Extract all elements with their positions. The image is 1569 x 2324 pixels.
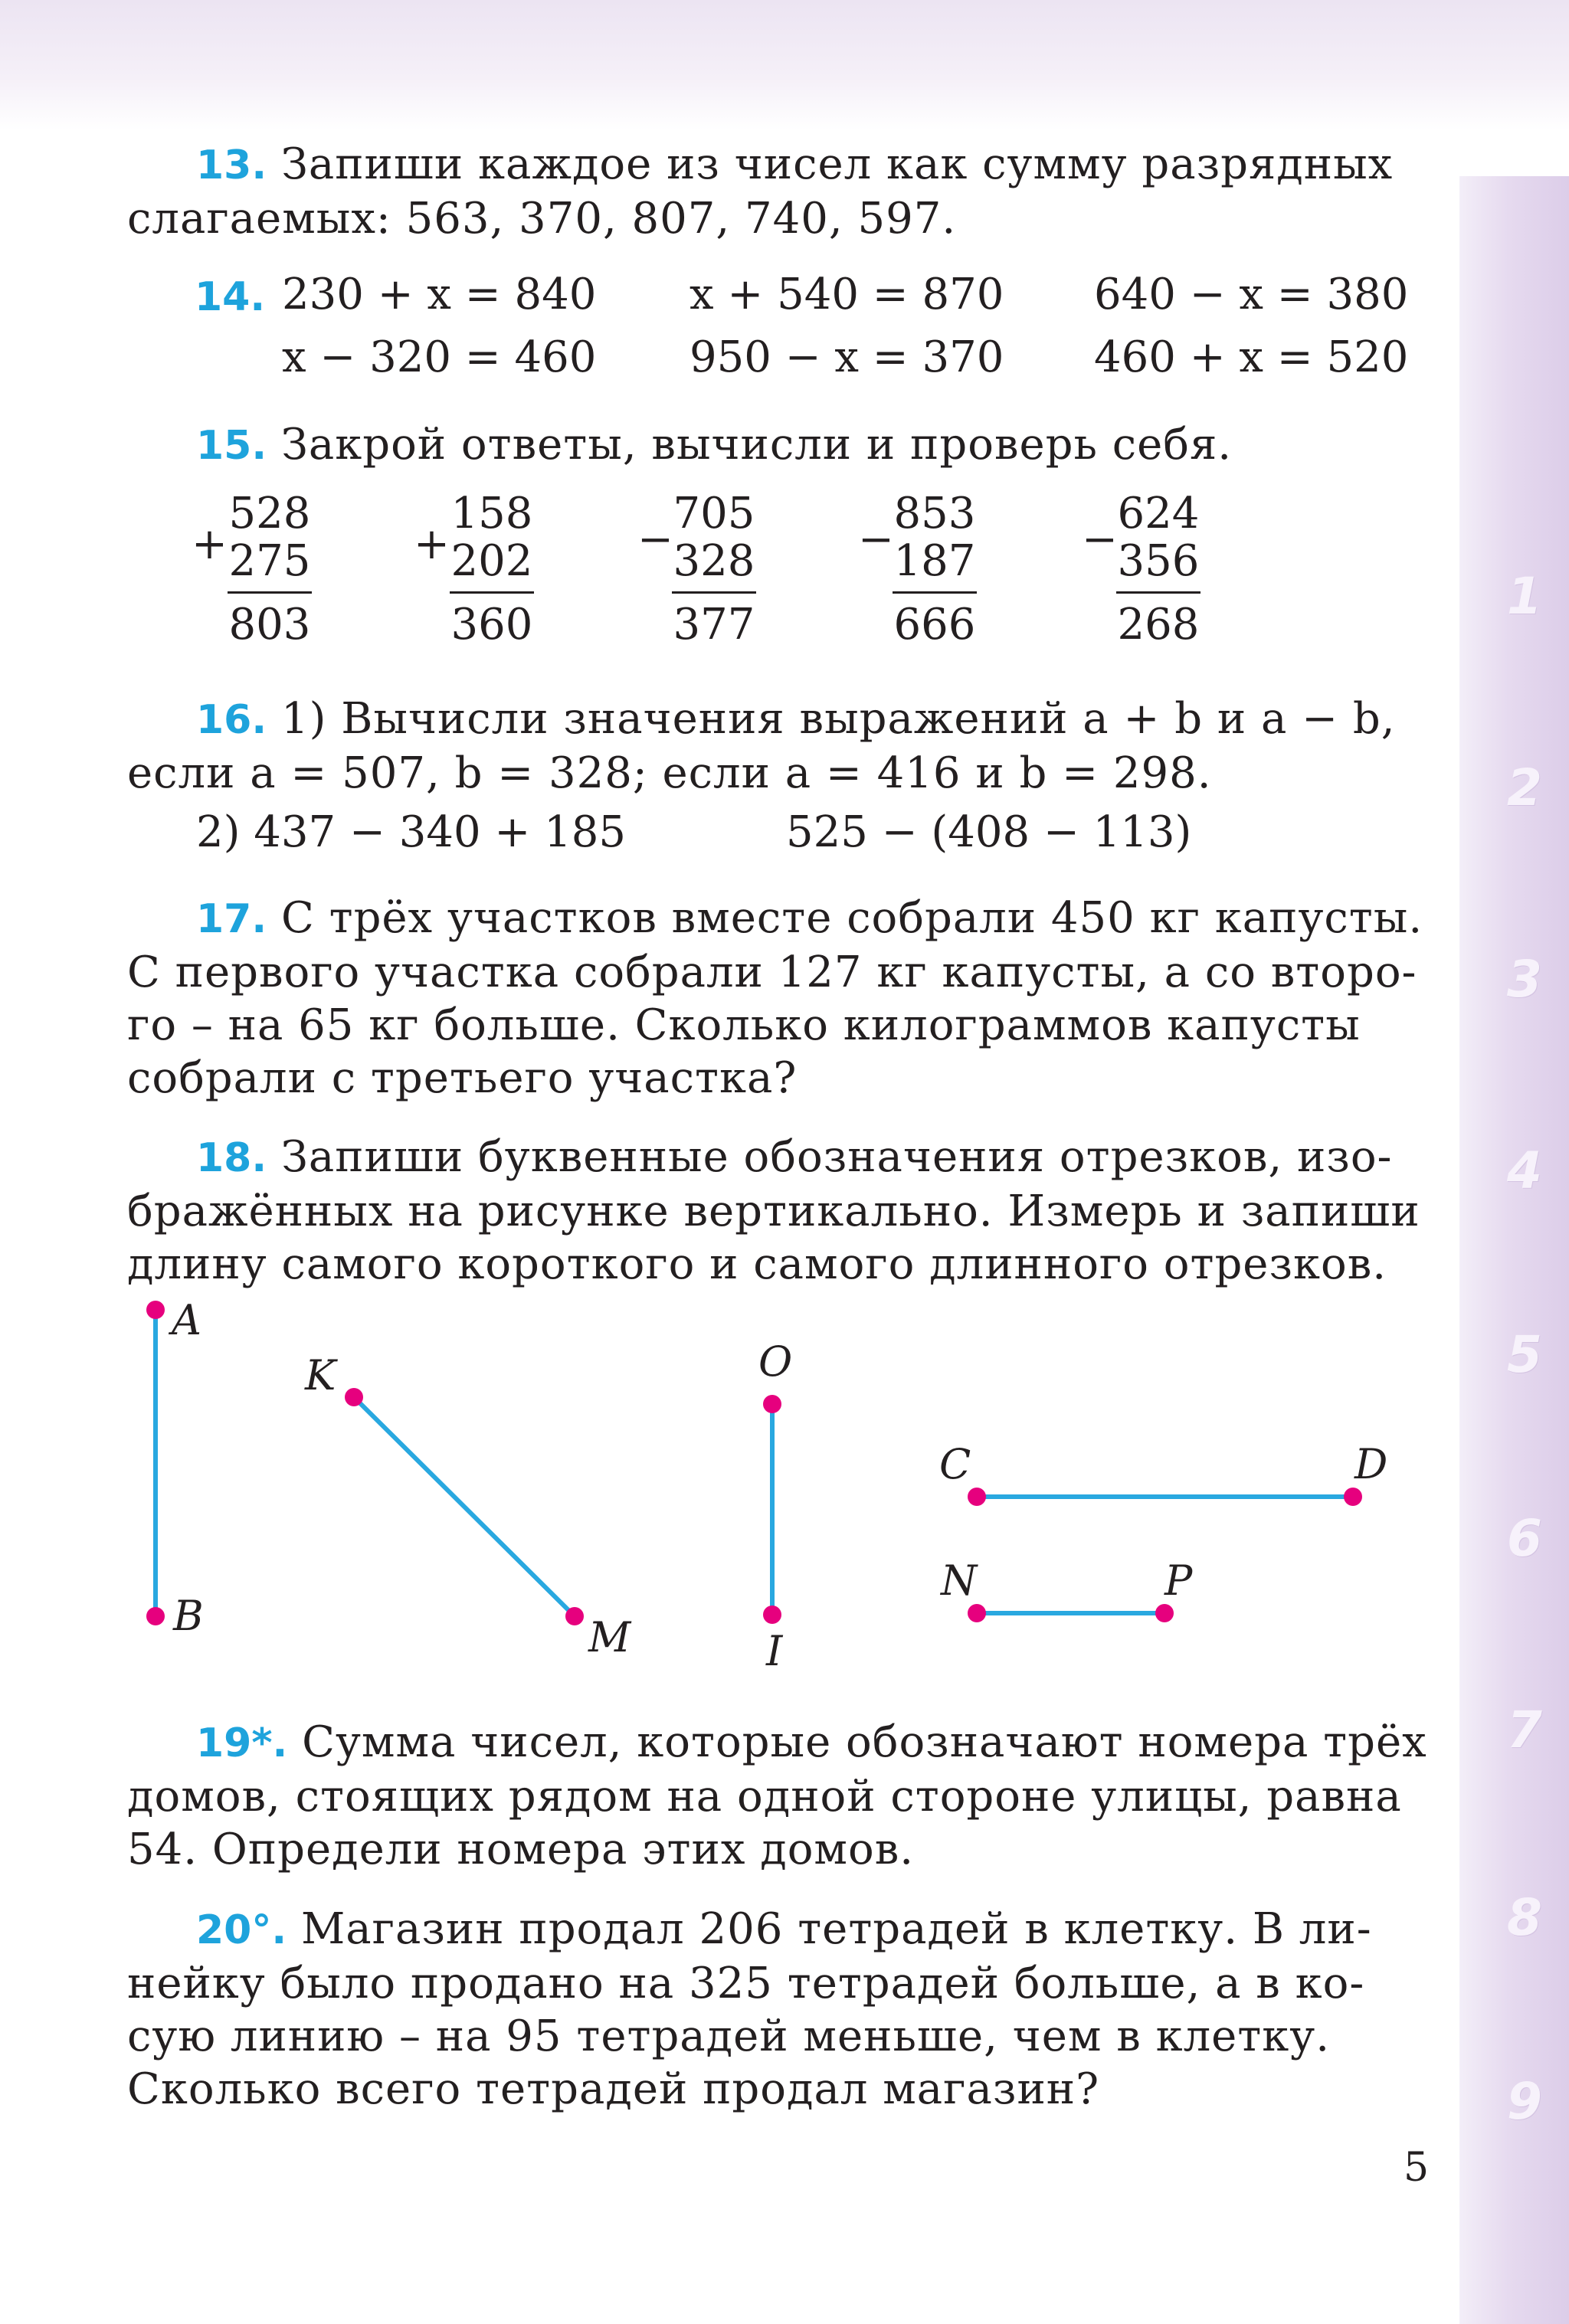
exercise-number: 13. [196, 142, 267, 188]
exercise-text: домов, стоящих рядом на одной стороне улицы, равна [127, 1772, 1402, 1822]
chapter-tab-3[interactable]: 3 [1507, 950, 1542, 1009]
chapter-tab-2[interactable]: 2 [1507, 758, 1542, 817]
exercise-text: го – на 65 кг больше. Сколько килограммов капусты [127, 1000, 1361, 1050]
chapter-tab-4[interactable]: 4 [1507, 1141, 1542, 1200]
equation: x + 540 = 870 [690, 270, 1004, 319]
equation: 950 − x = 370 [690, 332, 1004, 382]
column-calculation: 158 202 360 [446, 490, 538, 649]
chapter-tab-6[interactable]: 6 [1507, 1509, 1542, 1568]
answer[interactable]: 666 [893, 600, 976, 650]
exercise-number: 20°. [196, 1907, 287, 1953]
label-I: I [766, 1627, 783, 1675]
answer[interactable]: 268 [1117, 600, 1200, 650]
exercise-20 [127, 1903, 1433, 2116]
operator-sign: + [192, 519, 228, 569]
point-A [146, 1301, 165, 1319]
exercise-text: Магазин продал 206 тетрадей в клетку. В ли- [300, 1904, 1372, 1954]
operator-sign: − [1082, 515, 1118, 565]
exercise-number: 19*. [196, 1720, 288, 1766]
exercise-number: 16. [196, 697, 267, 743]
equation: 230 + x = 840 [282, 270, 597, 319]
operator-sign: − [858, 515, 894, 565]
point-I [763, 1606, 781, 1624]
exercise-text: если a = 507, b = 328; если a = 416 и b = 298. [127, 748, 1212, 798]
exercise-text: бражённых на рисунке вертикально. Измерь и запиши [127, 1187, 1420, 1236]
column-calculation: 705 328 377 [668, 490, 760, 649]
exercise-number: 18. [196, 1135, 267, 1181]
exercise-text: длину самого короткого и самого длинного отрезков. [127, 1239, 1387, 1289]
exercise-text: 54. Определи номера этих домов. [127, 1825, 915, 1874]
label-O: O [758, 1337, 793, 1386]
column-calculation: 853 187 666 [889, 490, 981, 649]
exercise-14-number: 14. [195, 274, 266, 320]
answer[interactable]: 803 [228, 600, 311, 650]
point-D [1344, 1488, 1362, 1506]
exercise-number: 15. [196, 423, 267, 469]
exercise-text: 1) Вычисли значения выражений a + b и a − b, [280, 694, 1396, 744]
equation: 640 − x = 380 [1094, 270, 1409, 319]
operator-sign: + [414, 519, 450, 569]
point-N [968, 1604, 986, 1622]
chapter-tab-5[interactable]: 5 [1507, 1325, 1542, 1384]
exercise-text: Запиши буквенные обозначения отрезков, изо- [280, 1132, 1393, 1182]
exercise-19 [127, 1716, 1433, 1876]
exercise-text: сую линию – на 95 тетрадей меньше, чем в клетку. [127, 2011, 1331, 2061]
equation: x − 320 = 460 [282, 332, 597, 382]
point-K [345, 1388, 363, 1406]
label-B: B [173, 1592, 204, 1640]
label-K: K [305, 1351, 336, 1399]
exercise-text: Закрой ответы, вычисли и проверь себя. [280, 420, 1233, 470]
point-B [146, 1607, 165, 1625]
answer[interactable]: 377 [673, 600, 755, 650]
segment-KM [354, 1397, 575, 1616]
exercise-text: Запиши каждое из чисел как сумму разрядных [280, 139, 1394, 189]
point-M [565, 1607, 584, 1625]
point-O [763, 1395, 781, 1413]
exercise-number: 17. [196, 896, 267, 942]
exercise-text: С трёх участков вместе собрали 450 кг капусты. [280, 893, 1423, 943]
equation: 460 + x = 520 [1094, 332, 1409, 382]
chapter-tab-8[interactable]: 8 [1507, 1888, 1542, 1947]
column-calculation: 624 356 268 [1112, 490, 1204, 649]
label-M: M [588, 1613, 631, 1661]
expression: 2) 437 − 340 + 185 [196, 807, 626, 857]
chapter-tab-7[interactable]: 7 [1507, 1700, 1542, 1759]
exercise-text: слагаемых: 563, 370, 807, 740, 597. [127, 194, 957, 244]
chapter-tab-1[interactable]: 1 [1507, 567, 1542, 626]
exercise-text: нейку было продано на 325 тетрадей больше, а в ко- [127, 1959, 1365, 2008]
label-A: A [172, 1296, 201, 1344]
point-P [1155, 1604, 1174, 1622]
exercise-text: Сколько всего тетрадей продал магазин? [127, 2064, 1100, 2114]
answer[interactable]: 360 [450, 600, 533, 650]
column-calculation: 528 275 803 [224, 490, 316, 649]
point-C [968, 1488, 986, 1506]
label-C: C [939, 1440, 971, 1488]
label-N: N [941, 1556, 978, 1605]
exercise-text: С первого участка собрали 127 кг капусты, а со второ- [127, 948, 1417, 997]
chapter-tab-9[interactable]: 9 [1507, 2072, 1542, 2131]
page-number: 5 [1404, 2145, 1430, 2191]
label-D: D [1354, 1440, 1388, 1488]
exercise-text: собрали с третьего участка? [127, 1053, 798, 1103]
exercise-text: Сумма чисел, которые обозначают номера трёх [302, 1717, 1427, 1767]
operator-sign: − [637, 515, 673, 565]
label-P: P [1164, 1556, 1193, 1605]
expression: 525 − (408 − 113) [786, 807, 1192, 857]
